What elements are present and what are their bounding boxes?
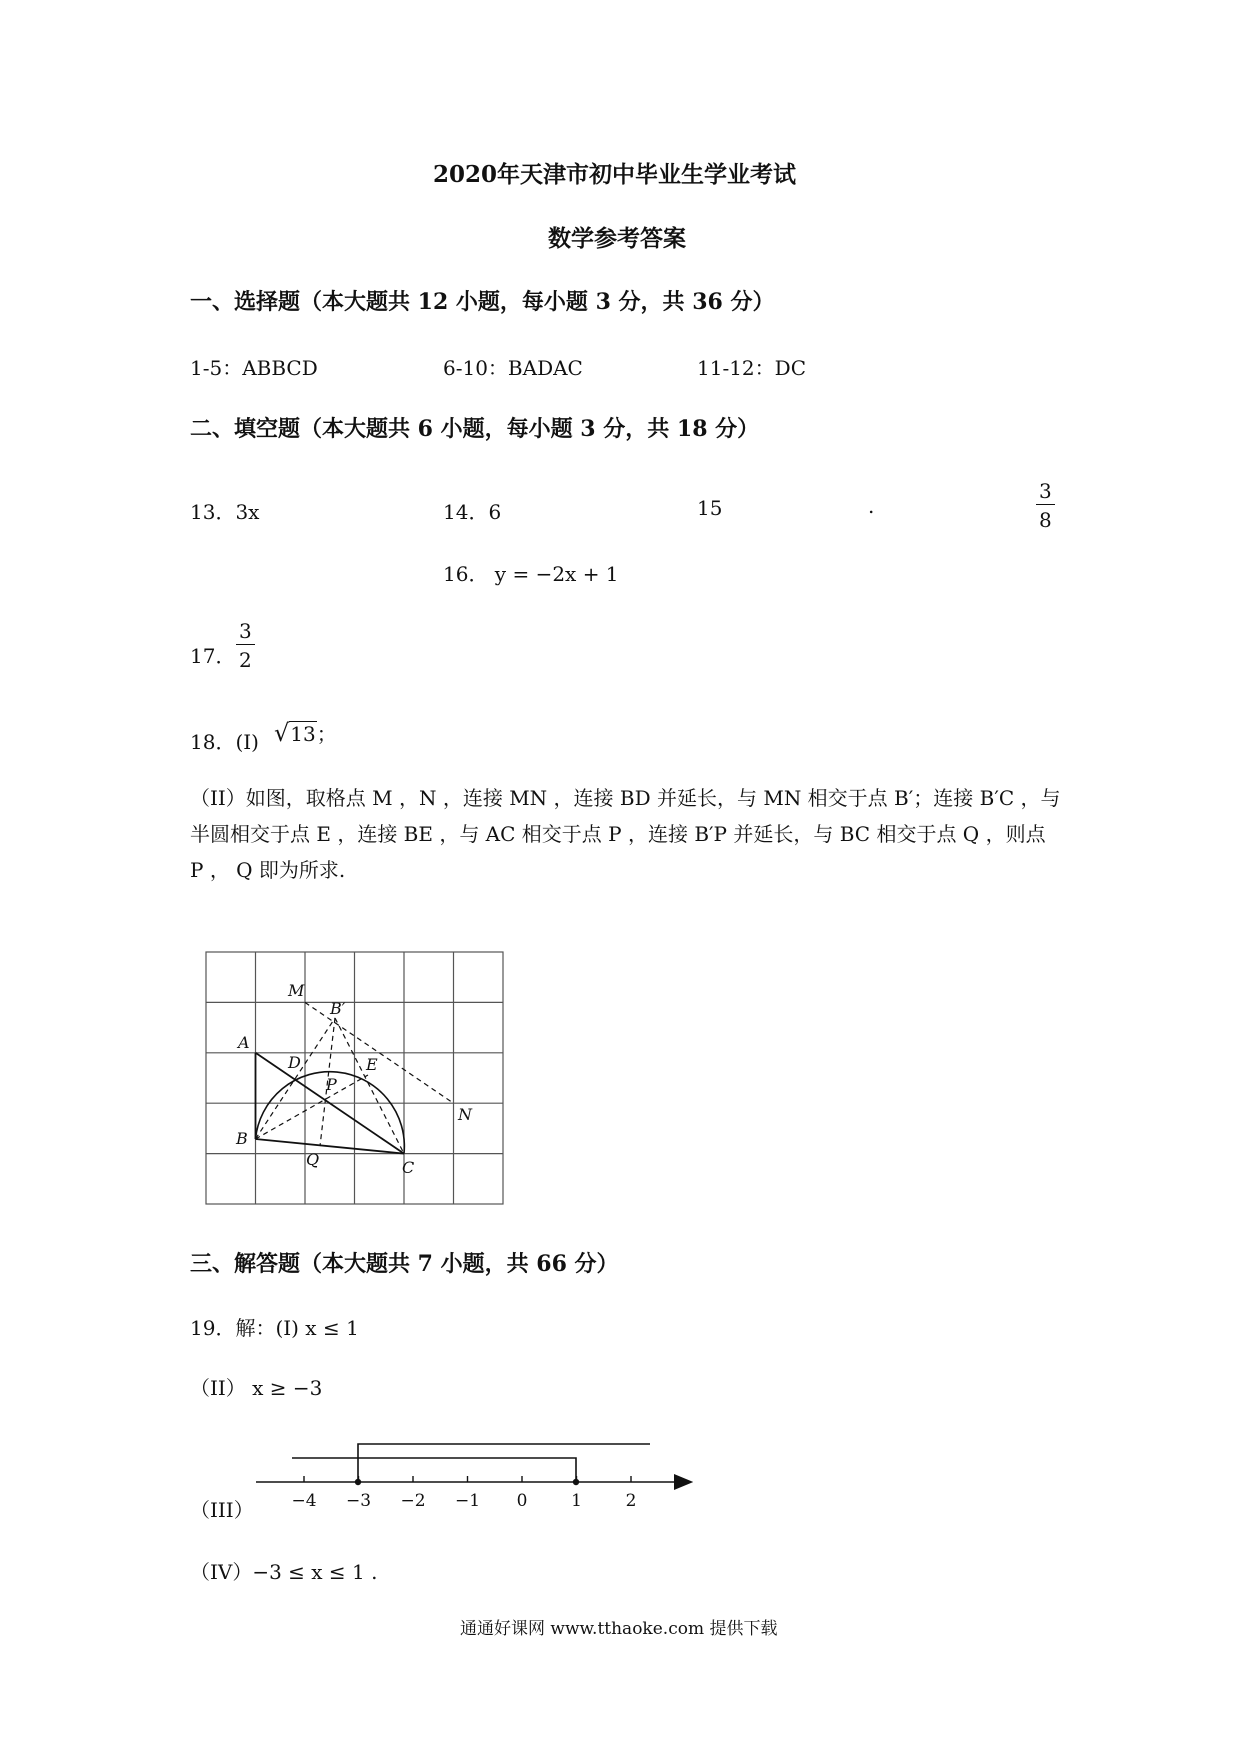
label-p: P [326,1075,337,1094]
label-a: A [238,1033,250,1052]
section1-heading: 一、选择题（本大题共 12 小题，每小题 3 分，共 36 分） [190,289,775,315]
semicolon: ； [316,722,337,746]
label-n: N [458,1105,472,1124]
label-e: E [366,1055,378,1074]
section3-heading: 三、解答题（本大题共 7 小题，共 66 分） [190,1251,619,1277]
answer-19-iv: （IV）−3 ≤ x ≤ 1 . [190,1560,378,1584]
label-m: M [288,981,305,1000]
answer-18-part2: （II）如图，取格点 M ，N ，连接 MN ，连接 BD 并延长，与 MN 相交于点 B′；连接 B′C ，与半圆相交于点 E ，连接 BE ，与 AC 相交于点 P ，连接 B′P 并延长，与 BC 相交于点 Q ，则点 P ， Q 即为所求. [190,786,1061,882]
answer-14: 14．6 [443,500,502,524]
answer-19-iii: （III） [190,1498,254,1522]
tick-label: 1 [571,1491,582,1511]
answer-6-10: 6-10：BADAC [443,356,583,380]
page-title: 2020年天津市初中毕业生学业考试 [433,161,797,188]
section2-heading: 二、填空题（本大题共 6 小题，每小题 3 分，共 18 分） [190,416,760,442]
tick-label: −3 [345,1491,372,1511]
answer-17-label: 17． [190,644,236,668]
geometry-figure [190,940,530,1220]
tick-label: −4 [291,1491,317,1511]
point-1 [573,1479,579,1485]
answer-15-label: 15 [697,496,723,520]
label-d: D [288,1053,301,1072]
grid [206,952,503,1204]
bracket-x-ge-neg3 [358,1444,650,1482]
fraction-denominator: 8 [1039,508,1052,532]
fraction-numerator: 3 [236,620,255,645]
bracket-x-le-1 [292,1458,576,1482]
answer-15-dot: . [868,494,875,518]
tick-label: −2 [400,1491,426,1511]
fraction-numerator: 3 [1036,480,1055,505]
footer-source: 通通好课网 www.tthaoke.com 提供下载 [460,1619,778,1639]
point-neg3 [355,1479,361,1485]
tick-label: −1 [454,1491,481,1511]
tick-label: 0 [516,1491,528,1511]
tick-label: 2 [625,1491,637,1511]
label-q: Q [306,1150,320,1169]
solution-brackets [292,1444,650,1482]
fraction-denominator: 2 [239,648,252,672]
answer-17-fraction [236,620,255,671]
number-line [250,1432,700,1512]
answer-19-ii: （II） x ≥ −3 [190,1376,323,1400]
answer-18-radical [274,718,337,747]
sqrt-icon: √ [274,719,290,747]
radicand: 13 [290,722,316,746]
label-b-prime: B′ [330,999,346,1018]
answer-15-fraction [1036,480,1055,531]
label-c: C [402,1158,415,1177]
answer-19-i: 19．解：(I) x ≤ 1 [190,1316,359,1340]
answer-1-5: 1-5：ABBCD [190,356,318,380]
answer-18-label: 18．(I) [190,730,259,754]
answer-13: 13．3x [190,500,260,524]
answer-11-12: 11-12：DC [697,356,806,380]
label-b: B [236,1129,248,1148]
page-subtitle: 数学参考答案 [548,225,686,252]
answer-16: 16． y = −2x + 1 [443,562,619,586]
